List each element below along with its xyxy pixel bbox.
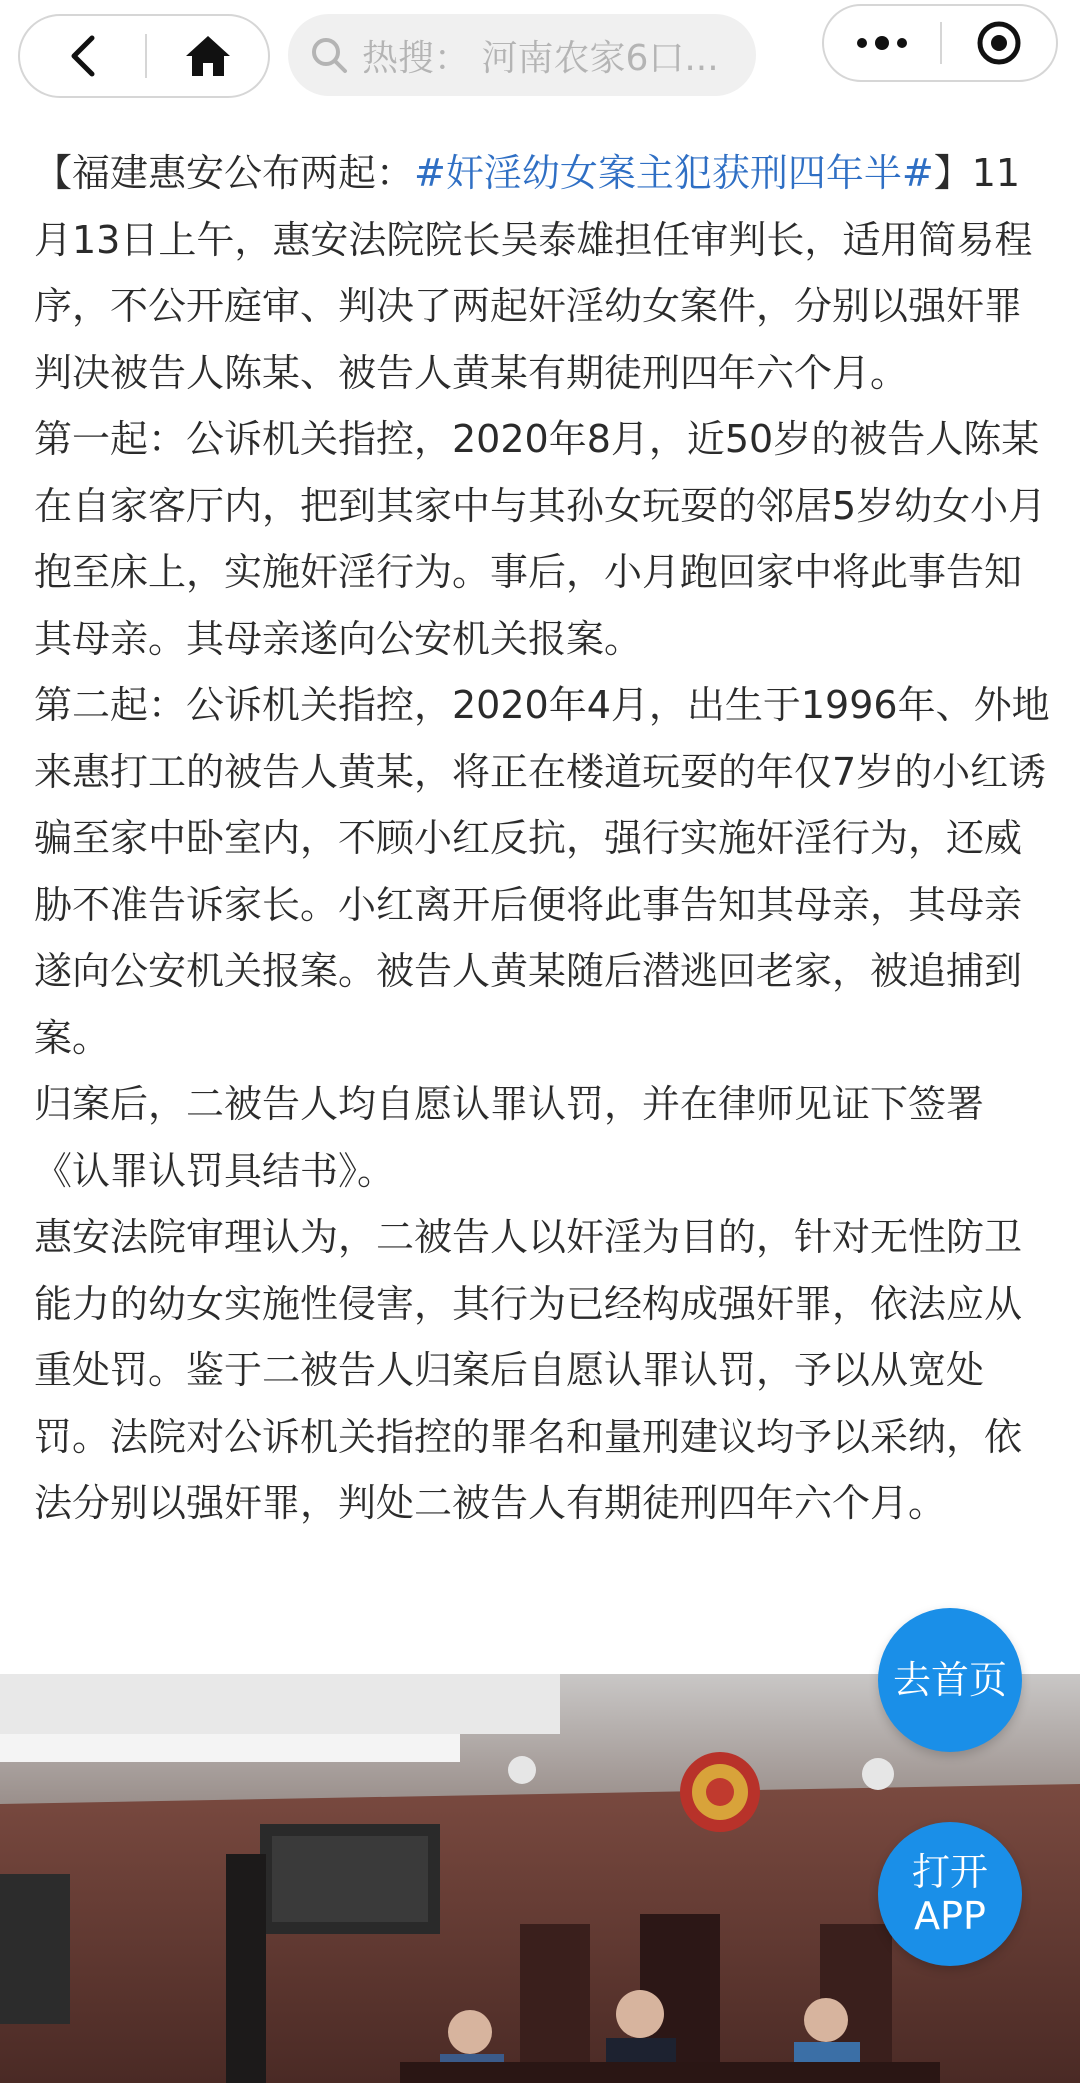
home-icon [184, 34, 232, 78]
more-dots-icon [855, 36, 909, 50]
nav-capsule [18, 14, 270, 98]
article-lead [34, 140, 1054, 406]
search-icon [310, 36, 348, 74]
top-bar [0, 0, 1080, 118]
article-body [34, 140, 1054, 1537]
home-button[interactable] [147, 16, 268, 96]
hashtag-link[interactable]: #奸淫幼女案主犯获刑四年半# [414, 151, 934, 195]
lead-rest: 】11月13日上午，惠安法院院长吴泰雄担任审判长，适用简易程序，不公开庭审、判决了两起奸淫幼女案件，分别以强奸罪判决被告人陈某、被告人黄某有期徒刑四年六个月。 [34, 151, 1033, 395]
more-button[interactable] [824, 6, 940, 80]
open-app-button[interactable] [878, 1822, 1022, 1966]
case-two-paragraph: 第二起：公诉机关指控，2020年4月，出生于1996年、外地来惠打工的被告人黄某，将正在楼道玩耍的年仅7岁的小红诱骗至家中卧室内，不顾小红反抗，强行实施奸淫行为，还威胁不准告诉家长。小红离开后便将此事告知其母亲，其母亲遂向公安机关报案。被告人黄某随后潜逃回老家，被追捕到案。 [34, 683, 1050, 1060]
search-placeholder: 热搜： 河南农家6口... [362, 37, 719, 79]
go-home-button[interactable] [878, 1608, 1022, 1752]
ruling-paragraph: 惠安法院审理认为，二被告人以奸淫为目的，针对无性防卫能力的幼女实施性侵害，其行为已经构成强奸罪，依法应从重处罚。鉴于二被告人归案后自愿认罪认罚，予以从宽处罚。法院对公诉机关指控的罪名和量刑建议均予以采纳，依法分别以强奸罪，判处二被告人有期徒刑四年六个月。 [34, 1215, 1023, 1525]
search-bar[interactable] [288, 14, 756, 96]
capsule-menu [822, 4, 1058, 82]
case-one-paragraph: 第一起：公诉机关指控，2020年8月，近50岁的被告人陈某在自家客厅内，把到其家中与其孙女玩耍的邻居5岁幼女小月抱至床上，实施奸淫行为。事后，小月跑回家中将此事告知其母亲。其母亲遂向公安机关报案。 [34, 417, 1047, 661]
back-button[interactable] [20, 16, 145, 96]
chevron-left-icon [68, 34, 98, 78]
after-arrest-paragraph: 归案后，二被告人均自愿认罪认罚，并在律师见证下签署《认罪认罚具结书》。 [34, 1082, 985, 1193]
open-app-label-line1: 打开 [911, 1850, 988, 1894]
close-miniprogram-button[interactable] [942, 6, 1056, 80]
open-app-label-line2: APP [914, 1894, 986, 1938]
target-icon [976, 20, 1022, 66]
go-home-label: 去首页 [892, 1658, 1007, 1702]
lead-prefix: 【福建惠安公布两起： [34, 151, 415, 195]
